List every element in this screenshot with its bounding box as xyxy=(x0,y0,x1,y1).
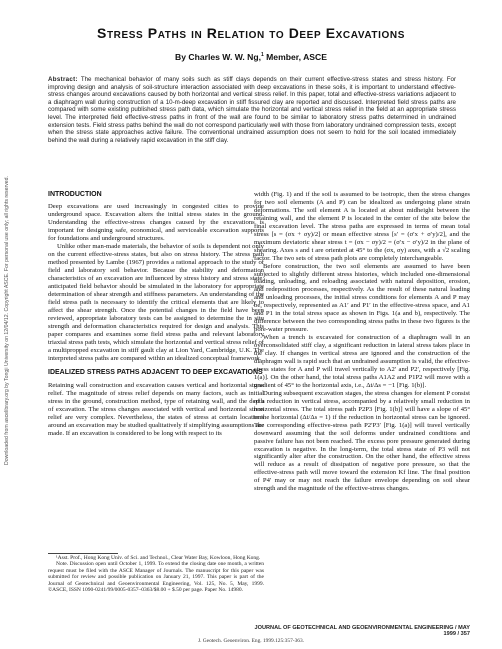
intro-paragraph-2: Unlike other man-made materials, the behavior of soils is dependent not only on the current effective-stress states, but also on stress history. The stress path method presented by Lambe (1967) provides a rational approach to the study of field and laboratory soil behavior. Because the stability and deformation characteristics of an excavation are influenced by stress history and stress state, anticipated field behavior should be simulated in the laboratory for appropriate determination of shear strength and stiffness parameters. An understanding of the field stress path is necessary to identify the critical elements that are likely to affect the shear strength. Once the potential changes in the field have been reviewed, appropriate laboratory tests can be assigned to determine the in situ strength and deformation characteristics required for design and analysis. This paper compares and examines some field stress paths and relevant laboratory triaxial stress path tests, which simulate the horizontal and vertical stress relief of a multipropped excavation in stiff gault clay at Lion Yard, Cambridge, U.K. The interpreted stress paths are compared within an idealized conceptual framework. xyxy=(48,243,264,362)
introduction-heading: INTRODUCTION xyxy=(48,191,102,198)
abstract xyxy=(48,76,456,144)
footnote-note: Note. Discussion open until October 1, 1999. To extend the closing date one month, a written request must be filed with the ASCE Manager of Journals. The manuscript for this paper was submitted for review and possible publication on January 21, 1997. This paper is part of the Journal of Geotechnical and Geoenvironmental Engineering, Vol. 125, No. 5, May, 1999. ©ASCE, ISSN 1090-0241/99/0005-0357–0363/$8.00 + $.50 per page. Paper No. 14980. xyxy=(48,561,264,594)
journal-footer: JOURNAL OF GEOTECHNICAL AND GEOENVIRONMENTAL ENGINEERING / MAY 1999 / 357 xyxy=(254,625,470,637)
footnote-affiliation: ¹Asst. Prof., Hong Kong Univ. of Sci. and Technol., Clear Water Bay, Kowloon, Hong Kong. xyxy=(56,555,261,561)
footnote-divider xyxy=(48,553,118,554)
right-paragraph-3: When a trench is excavated for construction of a diaphragm wall in an overconsolidated stiff clay, a significant reduction in lateral stress takes place in the clay. If changes in vertical stress are ignored and the construction of the diaphragm wall is rapid such that an undrained assumption is valid, the effective-stress states for A and P will travel vertically to A2′ and P2′, respectively [Fig. 1(a)]. On the other hand, the total stress paths A1A2 and P1P2 will move with a gradient of 45° to the horizontal axis, i.e., Δt/Δs = −1 [Fig. 1(b)]. xyxy=(254,334,470,389)
right-paragraph-1: width (Fig. 1) and if the soil is assumed to be isotropic, then the stress changes for two soil elements (A and P) can be idealized as undergoing plane strain deformations. The soil element A is located at about midheight between the retaining wall, and the element P is located in the center of the site below the final excavation level. The stress paths are expressed in terms of mean total stress [s = (σx + σy)/2] or mean effective stress [s′ = (σ′x + σ′y)/2], and the maximum deviatoric shear stress t = (σx − σy)/2 = (σ′x − σ′y)/2 in the plane of shearing. Axes s and t are oriented at 45° to the (σx, σy) axes, with a √2 scaling factor. The two sets of stress path plots are completely interchangeable. xyxy=(254,191,470,262)
right-column xyxy=(254,191,470,493)
section-2-heading: IDEALIZED STRESS PATHS ADJACENT TO DEEP EXCAVATIONS xyxy=(48,369,263,377)
left-column xyxy=(48,191,264,438)
abstract-label: Abstract: xyxy=(48,76,78,83)
right-paragraph-2: Before construction, the two soil elements are assumed to have been subjected to slightly different stress histories, which included one-dimensional loading, unloading, and reloading associated with natural deposition, erosion, and redeposition processes, respectively. As the result of these natural loading and unloading processes, the initial stress conditions for elements A and P may be, respectively, represented as A1′ and P1′ in the effective-stress space, and A1 and P1 in the total stress space as shown in Figs. 1(a and b), respectively. The difference between the two corresponding stress paths in these two figures is the pore-water pressure. xyxy=(254,262,470,334)
author-name: By Charles W. W. Ng, xyxy=(175,52,261,62)
footnotes xyxy=(48,555,264,593)
citation-line: J. Geotech. Geoenviron. Eng. 1999.125:357-363. xyxy=(198,638,304,644)
intro-paragraph-1: Deep excavations are used increasingly in congested cities to provide underground space. Excavation alters the initial stress states in the ground. Understanding the effective-stress changes caused by the excavations is important for designing safe, economical, and serviceable excavation supports for foundations and underground structures. xyxy=(48,203,264,243)
abstract-text: The mechanical behavior of many soils such as stiff clays depends on their current effective-stress states and stress history. For improving design and analysis of soil-structure interaction associated with deep excavations in these soils, it is important to understand effective-stress changes around excavations caused by both horizontal and vertical stress relief. In this paper, total and effective-stress variations adjacent to a diaphragm wall during construction of a 10-m-deep excavation in stiff fissured clay are reported and discussed. Interpreted field stress paths are compared with some existing published stress path data, which simulate the horizontal and vertical stress relief in the field at an appropriate stress level. The interpreted field effective-stress paths in front of the wall are found to be similar to laboratory stress paths determined in undrained extension tests. Field stress paths behind the wall do not correspond particularly well with those from laboratory undrained compression tests, except when the stress state approaches active failure. The conventional undrained assumption does not seem to hold for the soil located immediately behind the wall during a relatively rapid excavation in the stiff clay. xyxy=(48,76,457,144)
right-paragraph-4: During subsequent excavation stages, the stress changes for element P consist of a reduction in vertical stress, accompanied by a relatively small reduction in horizontal stress. The total stress path P2P3 [Fig. 1(b)] will have a slope of 45° to the horizontal (Δt/Δs = 1) if the reduction in horizontal stress can be ignored. The corresponding effective-stress path P2′P3′ [Fig. 1(a)] will travel vertically downward assuming that the soil deforms under undrained conditions and passive failure has not been reached. The excess pore pressure generated during excavation is negative. In the long-term, the total stress state of P3 will not significantly alter after the construction. On the other hand, the effective stress will reduce as a result of dissipation of negative pore pressure, so that the effective-stress path will move toward the extension Kf line. The final position of P4′ may or may not reach the failure envelope depending on soil shear strength and the magnitude of the effective-stress changes. xyxy=(254,389,470,493)
paper-title: Stress Paths in Relation to Deep Excavations xyxy=(97,25,405,41)
section-2-paragraph-1: Retaining wall construction and excavation causes vertical and horizontal stress relief. The magnitude of stress relief depends on many factors, such as initial stress in the ground, construction method, type of retaining wall, and the depth of excavation. The stress changes associated with vertical and horizontal stress relief are very complex. Nevertheless, the states of stress at certain locations around an excavation may be studied qualitatively if simplifying assumptions are made. If an excavation is considered to be long with respect to its xyxy=(48,381,264,437)
author-footnote-marker: 1 xyxy=(260,52,264,59)
author-byline xyxy=(0,52,502,62)
download-notice: Downloaded from ascelibrary.org by Tongji University on 12/04/12. Copyright ASCE. For personal use only; all rights reserved. xyxy=(4,175,10,465)
author-membership: Member, ASCE xyxy=(263,52,327,62)
